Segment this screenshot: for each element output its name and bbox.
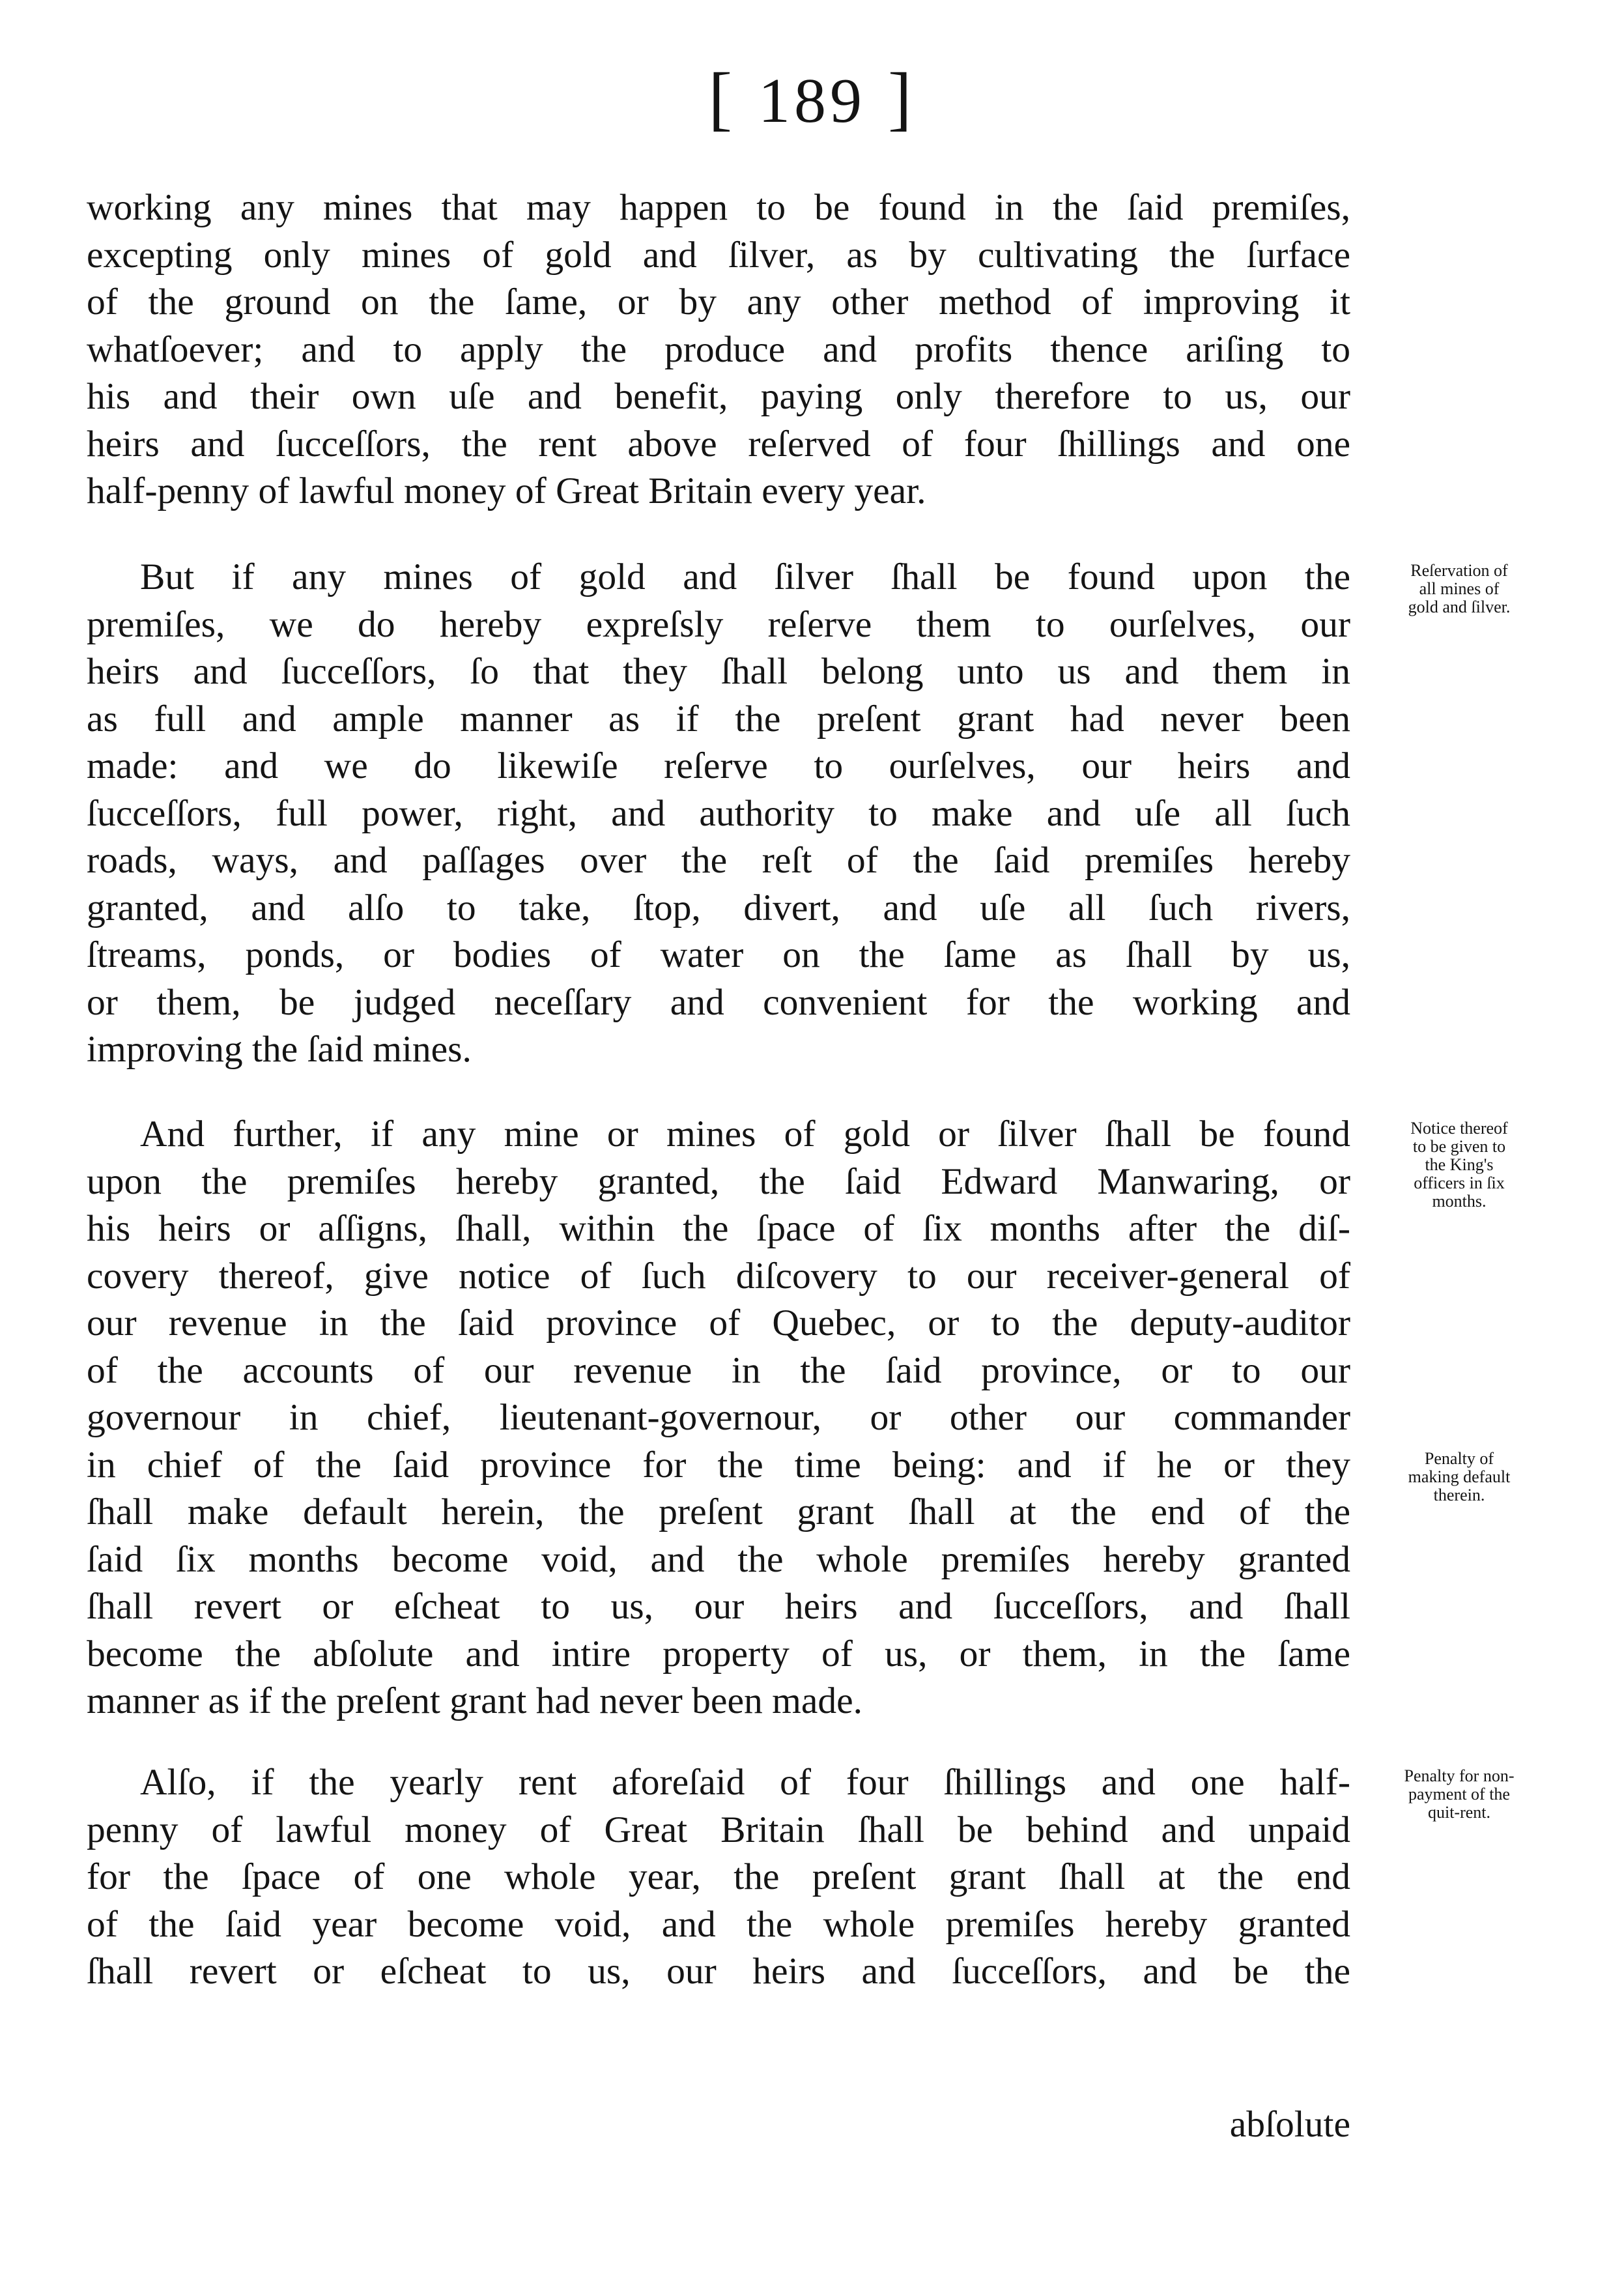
text-line: working any mines that may happen to be found in the ſaid premiſes,: [87, 187, 1350, 228]
text-line: ſtreams, ponds, or bodies of water on the ſame as ſhall by us,: [87, 934, 1350, 975]
text-line: whatſoever; and to apply the produce and profits thence ariſing to: [87, 328, 1350, 370]
margin-note-quit-rent-penalty: [1361, 1767, 1557, 1822]
text-line: covery thereof, give notice of ſuch diſcovery to our receiver-general of: [87, 1255, 1350, 1297]
page-header: [0, 58, 1624, 137]
margin-note-line: quit-rent.: [1427, 1803, 1491, 1822]
margin-note-line: all mines of: [1419, 579, 1500, 598]
text-line: our revenue in the ſaid province of Quebec, or to the deputy-auditor: [87, 1302, 1350, 1344]
paragraph-text: [87, 184, 1350, 515]
text-line: ſucceſſors, full power, right, and authority to make and uſe all ſuch: [87, 792, 1350, 834]
margin-note-line: gold and ſilver.: [1408, 597, 1511, 616]
page-number: 189: [758, 66, 866, 136]
text-line: of the ſaid year become void, and the whole premiſes hereby granted: [87, 1903, 1350, 1945]
text-line: his heirs or aſſigns, ſhall, within the ſpace of ſix months after the diſ-: [87, 1208, 1350, 1249]
text-line: governour in chief, lieutenant-governour, or other our commander: [87, 1397, 1350, 1438]
text-line: penny of lawful money of Great Britain ſhall be behind and unpaid: [87, 1809, 1350, 1850]
paragraph-text: [87, 1111, 1350, 1725]
margin-note-default-penalty: [1361, 1450, 1557, 1504]
text-line: or them, be judged neceſſary and convenient for the working and: [87, 981, 1350, 1023]
margin-note-reservation: [1361, 562, 1557, 616]
text-line: in chief of the ſaid province for the time being: and if he or they: [87, 1444, 1350, 1486]
text-line: manner as if the preſent grant had never been made.: [87, 1680, 862, 1721]
text-line: upon the premiſes hereby granted, the ſaid Edward Manwaring, or: [87, 1160, 1350, 1202]
text-line: roads, ways, and paſſages over the reſt of the ſaid premiſes hereby: [87, 840, 1350, 881]
text-line: his and their own uſe and benefit, paying only therefore to us, our: [87, 376, 1350, 417]
margin-note-line: months.: [1432, 1192, 1487, 1211]
header-open-bracket: [: [708, 58, 736, 137]
paragraph-1: [87, 184, 1350, 515]
margin-note-line: therein.: [1433, 1486, 1485, 1504]
catchword: abſolute: [1229, 2104, 1350, 2145]
text-line: excepting only mines of gold and ſilver, as by cultivating the ſurface: [87, 234, 1350, 276]
text-line: ſhall revert or eſcheat to us, our heirs and ſucceſſors, and be the: [87, 1951, 1350, 1992]
paragraph-4: [87, 1759, 1350, 1996]
text-line: of the accounts of our revenue in the ſaid province, or to our: [87, 1349, 1350, 1391]
paragraph-text: [87, 554, 1350, 1074]
paragraph-2: [87, 554, 1350, 1074]
text-line: granted, and alſo to take, ſtop, divert, and uſe all ſuch rivers,: [87, 887, 1350, 928]
margin-note-line: payment of the: [1408, 1785, 1510, 1804]
margin-note-line: officers in ſix: [1414, 1173, 1505, 1192]
text-line: heirs and ſucceſſors, the rent above reſerved of four ſhillings and one: [87, 423, 1350, 465]
margin-note-line: Penalty of: [1424, 1449, 1494, 1468]
margin-note-line: making default: [1408, 1467, 1511, 1486]
text-line: And further, if any mine or mines of gold or ſilver ſhall be found: [140, 1114, 1350, 1155]
text-line: of the ground on the ſame, or by any other method of improving it: [87, 281, 1350, 323]
margin-note-notice: [1361, 1119, 1557, 1211]
text-line: improving the ſaid mines.: [87, 1029, 472, 1070]
paragraph-3: [87, 1111, 1350, 1725]
text-line: made: and we do likewiſe reſerve to ourſelves, our heirs and: [87, 745, 1350, 786]
margin-note-line: Reſervation of: [1410, 561, 1508, 580]
text-line: ſhall revert or eſcheat to us, our heirs and ſucceſſors, and ſhall: [87, 1586, 1350, 1627]
text-line: ſhall make default herein, the preſent grant ſhall at the end of the: [87, 1491, 1350, 1532]
text-line: Alſo, if the yearly rent aforeſaid of four ſhillings and one half-: [140, 1762, 1350, 1803]
margin-note-line: the King's: [1425, 1155, 1494, 1174]
text-line: as full and ample manner as if the preſent grant had never been: [87, 698, 1350, 740]
text-line: for the ſpace of one whole year, the preſent grant ſhall at the end: [87, 1856, 1350, 1897]
margin-note-line: Notice thereof: [1410, 1119, 1508, 1138]
text-line: half-penny of lawful money of Great Britain every year.: [87, 470, 926, 511]
text-line: heirs and ſucceſſors, ſo that they ſhall belong unto us and them in: [87, 651, 1350, 692]
paragraph-text: [87, 1759, 1350, 1996]
header-close-bracket: ]: [888, 58, 916, 137]
text-line: premiſes, we do hereby expreſsly reſerve them to ourſelves, our: [87, 603, 1350, 645]
text-line: ſaid ſix months become void, and the whole premiſes hereby granted: [87, 1538, 1350, 1580]
margin-note-line: to be given to: [1412, 1137, 1506, 1156]
margin-note-line: Penalty for non-: [1404, 1766, 1515, 1785]
text-line: But if any mines of gold and ſilver ſhall be found upon the: [140, 556, 1350, 597]
text-line: become the abſolute and intire property of us, or them, in the ſame: [87, 1633, 1350, 1674]
